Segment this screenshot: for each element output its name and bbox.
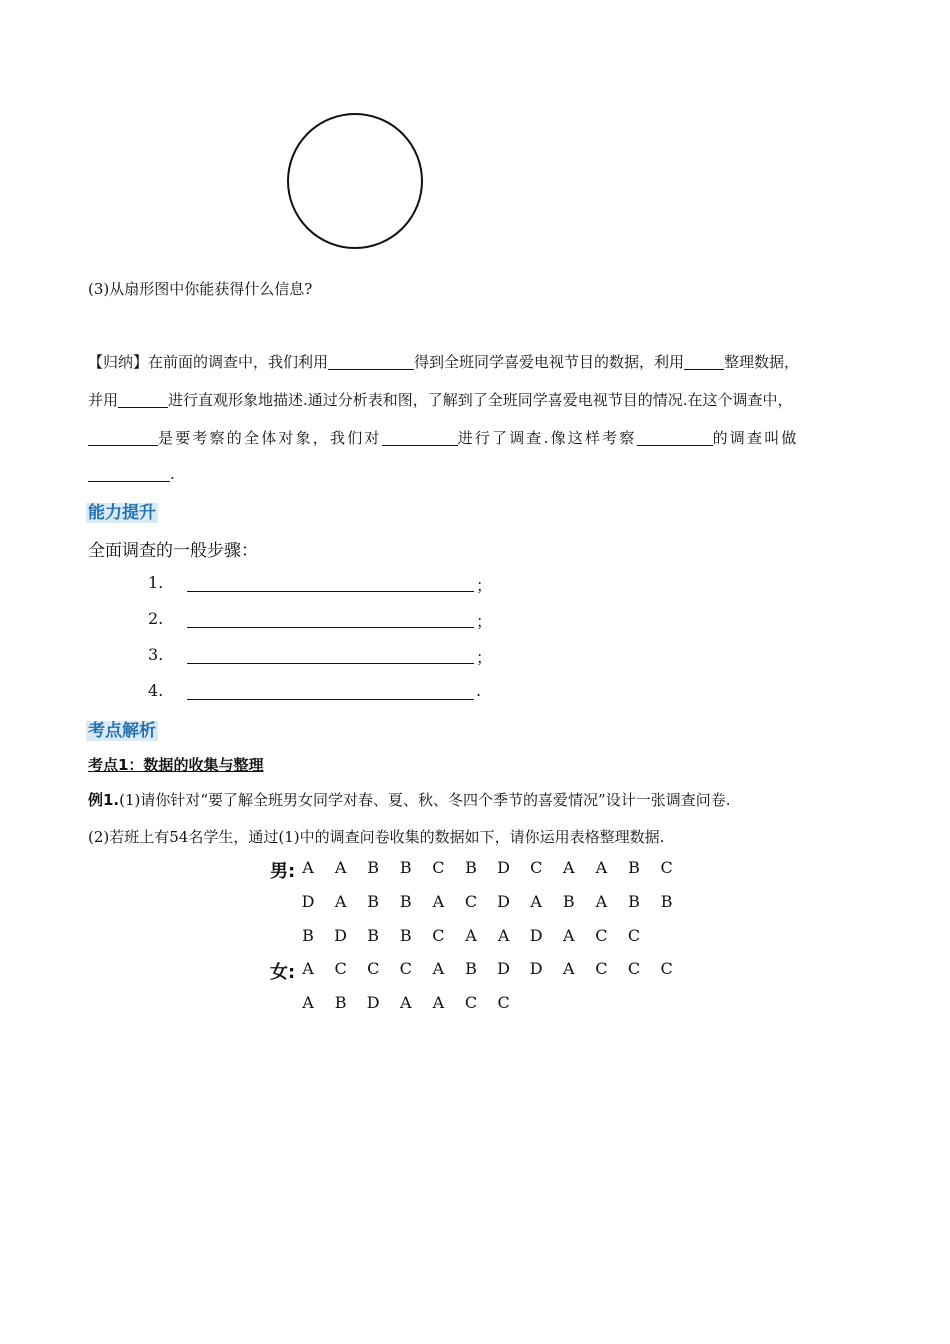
step-item xyxy=(0,609,950,633)
example-label: 例1. xyxy=(88,791,120,809)
data-cell: A xyxy=(302,959,314,978)
summary-text: 进行直观形象地描述.通过分析表和图，了解到了全班同学喜爱电视节目的情况.在这个调查中， xyxy=(168,391,793,409)
step-end-mark: ； xyxy=(476,648,493,667)
data-cell: A xyxy=(432,892,445,911)
data-cell: C xyxy=(595,959,608,978)
data-cell: C xyxy=(464,993,478,1012)
data-cell: C xyxy=(334,959,347,978)
data-cell: A xyxy=(334,858,347,877)
question-3: (3)从扇形图中你能获得什么信息? xyxy=(88,280,313,298)
data-cell: A xyxy=(465,926,477,945)
step-answer-line[interactable] xyxy=(187,609,474,628)
fill-blank[interactable] xyxy=(88,430,158,446)
data-cell: A xyxy=(432,993,445,1012)
data-cell: B xyxy=(367,926,380,945)
summary-text: 在前面的调查中，我们利用 xyxy=(148,353,329,371)
fill-blank[interactable] xyxy=(328,354,414,370)
summary-label: 【归纳】 xyxy=(88,353,149,371)
step-item xyxy=(0,645,950,669)
fill-blank[interactable] xyxy=(382,430,458,446)
step-answer-line[interactable] xyxy=(187,573,474,592)
step-item xyxy=(0,573,950,597)
pie-chart-blank-circle xyxy=(287,113,423,249)
data-cell: C xyxy=(530,858,543,877)
data-cell: B xyxy=(367,892,380,911)
step-end-mark: ； xyxy=(476,612,493,631)
data-cell: A xyxy=(334,892,347,911)
data-cell: A xyxy=(563,959,575,978)
data-cell: B xyxy=(399,926,412,945)
example-1-part-1 xyxy=(88,789,731,810)
summary-text: 进行了调查.像这样考察 xyxy=(457,429,637,447)
steps-title: 全面调查的一般步骤： xyxy=(88,541,258,561)
summary-line-3 xyxy=(88,427,888,448)
example-question-1: (1)请你针对“要了解全班男女同学对春、夏、秋、冬四个季节的喜爱情况”设计一张调查问卷. xyxy=(119,791,731,809)
data-cell: B xyxy=(628,858,640,877)
summary-text: 得到全班同学喜爱电视节目的数据，利用 xyxy=(414,353,685,371)
data-cell: C xyxy=(399,959,412,978)
male-label: 男: xyxy=(270,861,296,882)
female-label: 女: xyxy=(270,962,296,983)
example-1-part-2: (2)若班上有54名学生，通过(1)中的调查问卷收集的数据如下，请你运用表格整理数据. xyxy=(88,828,665,846)
data-cell: A xyxy=(400,993,412,1012)
summary-text: . xyxy=(170,465,175,483)
data-cell: B xyxy=(628,892,640,911)
step-number: 4. xyxy=(148,681,164,700)
fill-blank[interactable] xyxy=(684,354,724,370)
section-heading-analysis xyxy=(86,716,158,741)
data-cell: B xyxy=(399,892,412,911)
data-cell: C xyxy=(464,892,478,911)
data-cell: B xyxy=(562,892,575,911)
step-answer-line[interactable] xyxy=(187,681,474,700)
data-cell: A xyxy=(530,892,542,911)
fill-blank[interactable] xyxy=(637,430,713,446)
data-cell: A xyxy=(302,858,314,877)
data-cell: A xyxy=(497,926,510,945)
data-cell: A xyxy=(595,892,608,911)
data-cell: B xyxy=(302,926,314,945)
summary-line-1 xyxy=(88,351,888,372)
data-cell: C xyxy=(432,858,445,877)
section-heading-text: 考点解析 xyxy=(88,721,156,741)
data-cell: A xyxy=(595,858,608,877)
data-cell: B xyxy=(465,858,477,877)
data-cell: D xyxy=(366,993,380,1012)
data-cell: B xyxy=(465,959,477,978)
summary-text: 的调查叫做 xyxy=(712,429,799,447)
step-number: 1. xyxy=(148,573,164,592)
data-cell: C xyxy=(497,993,510,1012)
step-answer-line[interactable] xyxy=(187,645,474,664)
summary-text: 整理数据， xyxy=(724,353,800,371)
fill-blank[interactable] xyxy=(118,392,168,408)
data-cell: D xyxy=(301,892,315,911)
data-cell: B xyxy=(334,993,347,1012)
section-heading-ability xyxy=(86,498,158,523)
data-cell: C xyxy=(660,858,673,877)
summary-text: 是要考察的全体对象，我们对 xyxy=(158,429,382,447)
summary-line-2 xyxy=(88,389,888,410)
data-cell: D xyxy=(497,959,510,978)
data-cell: D xyxy=(334,926,347,945)
data-cell: A xyxy=(302,993,314,1012)
data-cell: B xyxy=(660,892,673,911)
data-cell: C xyxy=(367,959,380,978)
key-point-1-title: 考点1：数据的收集与整理 xyxy=(88,756,264,774)
summary-line-4 xyxy=(88,465,888,483)
data-cell: C xyxy=(432,926,445,945)
data-cell: B xyxy=(367,858,380,877)
data-cell: A xyxy=(432,959,445,978)
data-cell: D xyxy=(497,892,510,911)
fill-blank[interactable] xyxy=(88,466,170,482)
step-end-mark: . xyxy=(476,681,482,700)
data-cell: C xyxy=(627,926,641,945)
step-end-mark: ； xyxy=(476,576,493,595)
data-cell: D xyxy=(529,926,543,945)
step-number: 3. xyxy=(148,645,164,664)
summary-text: 并用 xyxy=(88,391,119,409)
step-number: 2. xyxy=(148,609,164,628)
data-cell: A xyxy=(563,926,575,945)
step-item xyxy=(0,681,950,705)
data-cell: A xyxy=(563,858,575,877)
data-cell: D xyxy=(497,858,510,877)
data-cell: C xyxy=(595,926,608,945)
data-cell: C xyxy=(660,959,673,978)
section-heading-text: 能力提升 xyxy=(88,503,156,523)
data-cell: B xyxy=(399,858,412,877)
data-cell: D xyxy=(529,959,543,978)
data-cell: C xyxy=(627,959,641,978)
